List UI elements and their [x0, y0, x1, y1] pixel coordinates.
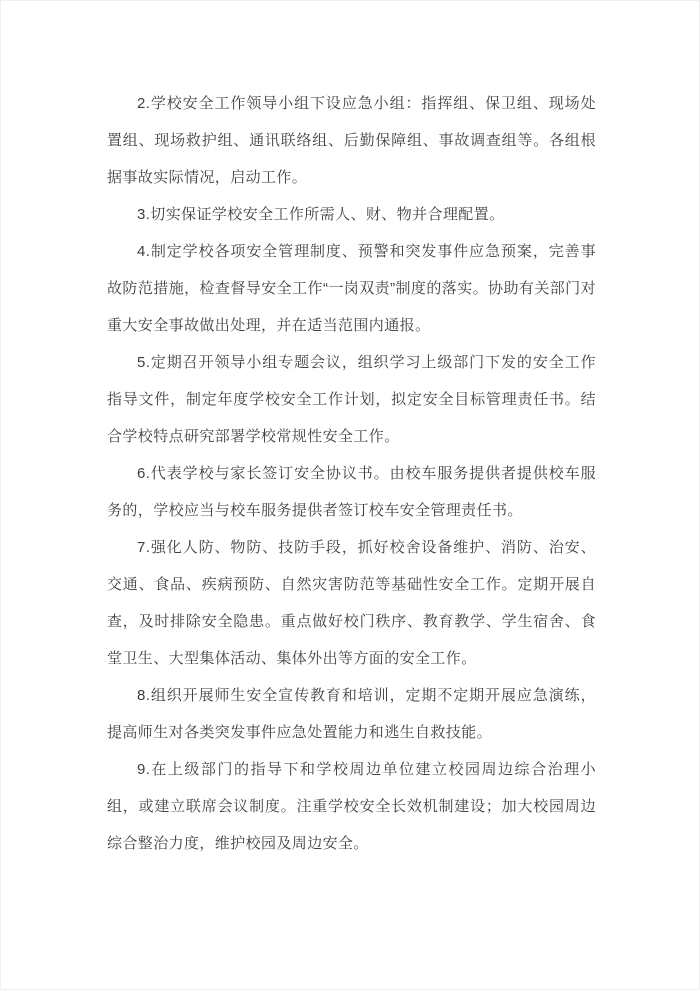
paragraph-item-4: 4.制定学校各项安全管理制度、预警和突发事件应急预案，完善事故防范措施，检查督导安全工作“一岗双责”制度的落实。协助有关部门对重大安全事故做出处理，并在适当范围内通报。 — [107, 243, 596, 334]
paragraph-item-8: 8.组织开展师生安全宣传教育和培训，定期不定期开展应急演练，提高师生对各类突发事件应急处置能力和逃生自救技能。 — [107, 687, 596, 741]
paragraph-item-9: 9.在上级部门的指导下和学校周边单位建立校园周边综合治理小组，或建立联席会议制度。注重学校安全长效机制建设；加大校园周边综合整治力度，维护校园及周边安全。 — [107, 761, 596, 852]
paragraph-item-7: 7.强化人防、物防、技防手段，抓好校舍设备维护、消防、治安、交通、食品、疾病预防、自然灾害防范等基础性安全工作。定期开展自查，及时排除安全隐患。重点做好校门秩序、教育教学、学生宿舍、食堂卫生、大型集体活动、集体外出等方面的安全工作。 — [107, 539, 596, 667]
paragraph-item-3: 3.切实保证学校安全工作所需人、财、物并合理配置。 — [137, 206, 505, 223]
paragraph-item-6: 6.代表学校与家长签订安全协议书。由校车服务提供者提供校车服务的，学校应当与校车服务提供者签订校车安全管理责任书。 — [107, 465, 596, 519]
document-body — [107, 85, 596, 862]
paragraph-item-2: 2.学校安全工作领导小组下设应急小组：指挥组、保卫组、现场处置组、现场救护组、通讯联络组、后勤保障组、事故调查组等。各组根据事故实际情况，启动工作。 — [107, 95, 596, 186]
paragraph-item-5: 5.定期召开领导小组专题会议，组织学习上级部门下发的安全工作指导文件，制定年度学校安全工作计划，拟定安全目标管理责任书。结合学校特点研究部署学校常规性安全工作。 — [107, 354, 596, 445]
